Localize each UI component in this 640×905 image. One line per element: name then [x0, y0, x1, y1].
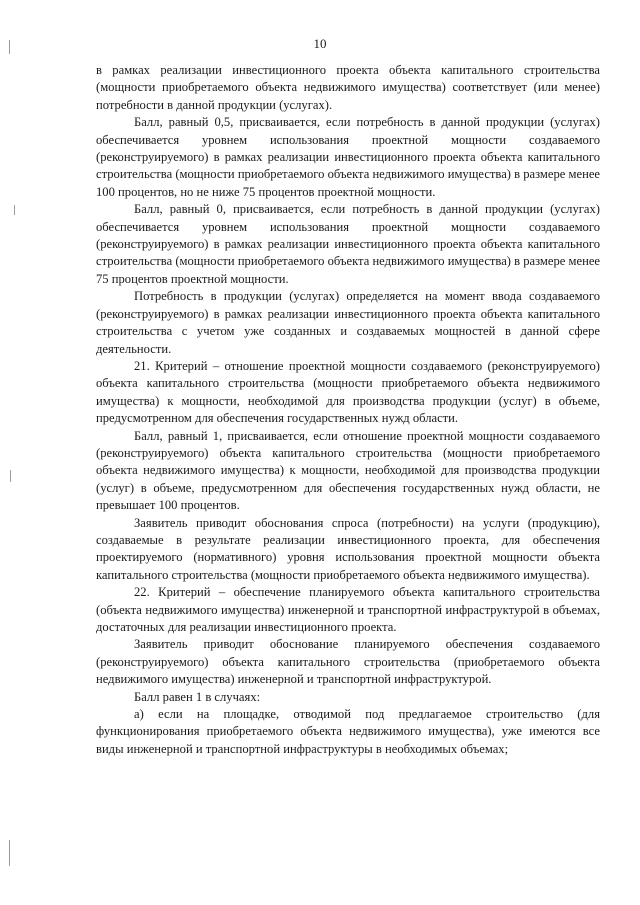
scan-artifact	[10, 470, 11, 482]
paragraph-criterion-22: 22. Критерий – обеспечение планируемого объекта капитального строительства (объекта недвижимого имущества) инженерной и транспортной инфраструктурой в объемах, достаточных для реализации инвестиционного проекта.	[96, 585, 600, 634]
paragraph-score-cases: Балл равен 1 в случаях:	[134, 689, 261, 704]
paragraph-case-a: а) если на площадке, отводимой под предлагаемое строительство (для функционирования приобретаемого объекта недвижимого имущества), уже имеются все виды инженерной и транспортной инфраструктуры в необходимых объемах;	[96, 707, 600, 756]
document-body	[96, 62, 600, 758]
scan-artifact	[9, 40, 10, 54]
scan-artifact	[14, 205, 15, 215]
paragraph-continuation: в рамках реализации инвестиционного проекта объекта капитального строительства (мощности приобретаемого объекта недвижимого имущества) соответствует (или менее) потребности в данной продукции (услугах).	[96, 63, 600, 112]
page-number: 10	[313, 36, 327, 51]
paragraph-score-one: Балл, равный 1, присваивается, если отношение проектной мощности создаваемого (реконструируемого) объекта капитального строительства (мощности приобретаемого объекта недвижимого имущества) к мощности, необходимой для производства продукции (услуг) в объеме, предусмотренном для обеспечения государственных нужд области, не превышает 100 процентов.	[96, 428, 600, 513]
paragraph-score-zero: Балл, равный 0, присваивается, если потребность в данной продукции (услугах) обеспечивается уровнем использования проектной мощности создаваемого (реконструируемого) в рамках реализации инвестиционного проекта объекта капитального строительства (мощности приобретаемого объекта недвижимого имущества) в размере менее 75 процентов проектной мощности.	[96, 202, 600, 286]
paragraph-score-half: Балл, равный 0,5, присваивается, если потребность в данной продукции (услугах) обеспечивается уровнем использования проектной мощности создаваемого (реконструируемого) в рамках реализации инвестиционного проекта объекта капитального строительства (мощности приобретаемого объекта недвижимого имущества) в размере менее 100 процентов, но не ниже 75 процентов проектной мощности.	[96, 115, 600, 199]
paragraph-applicant-infrastructure: Заявитель приводит обоснование планируемого обеспечения создаваемого (реконструируемого) объекта капитального строительства (приобретаемого объекта недвижимого имущества) инженерной и транспортной инфраструктурой.	[96, 637, 600, 687]
paragraph-criterion-21: 21. Критерий – отношение проектной мощности создаваемого (реконструируемого) объекта капитального строительства (мощности приобретаемого объекта недвижимого имущества) к мощности, необходимой для производства продукции (услуг) в объеме, предусмотренном для обеспечения государственных нужд области.	[96, 358, 600, 426]
scan-artifact	[9, 840, 10, 866]
paragraph-demand-definition: Потребность в продукции (услугах) определяется на момент ввода создаваемого (реконструируемого) в рамках реализации инвестиционного проекта объекта капитального строительства с учетом уже созданных и создаваемых мощностей в данной сфере деятельности.	[96, 289, 600, 356]
paragraph-applicant-demand: Заявитель приводит обоснования спроса (потребности) на услуги (продукцию), создаваемые в результате реализации инвестиционного проекта, для обеспечения проектируемого (нормативного) уровня использования проектной мощности объекта капитального строительства (мощности приобретаемого объекта недвижимого имущества).	[96, 515, 600, 582]
